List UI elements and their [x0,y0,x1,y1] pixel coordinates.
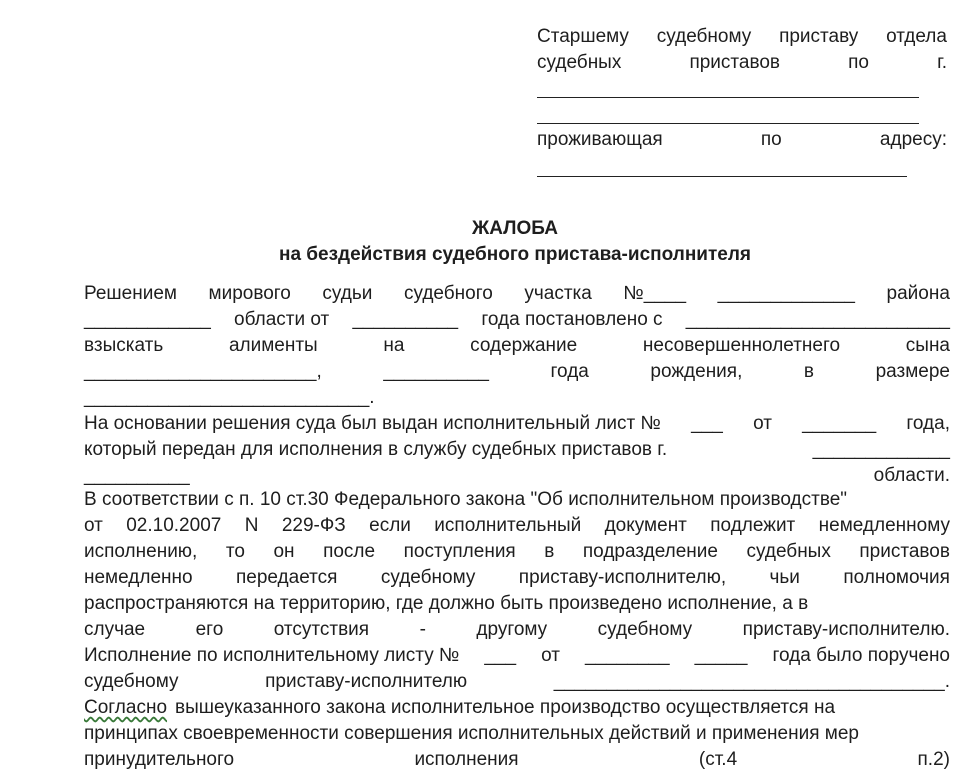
word: судебному [84,671,179,692]
blank-rule-3 [537,176,907,177]
word: _____________ [812,439,950,460]
word: сына [905,335,950,356]
word: __________ [383,361,489,382]
word: в [803,361,815,382]
word: исполнительный [434,515,582,536]
body-line-7 [84,437,950,463]
body-line-15 [84,643,950,669]
word: судебному [597,619,693,640]
word: по [848,52,869,73]
word: _____________________________________. [553,671,950,692]
word: _____ [694,645,748,666]
word: другому [476,619,548,640]
word: _______ [802,413,877,434]
document-title: ЖАЛОБА [472,218,558,239]
word: он [273,541,295,562]
body-line-4 [84,359,950,385]
word: судебному [380,567,476,588]
word: по [760,129,782,150]
word: г. [937,52,947,73]
word: отдела [886,26,947,47]
word: размере [875,361,950,382]
word: адресу: [879,129,947,150]
word: п.2) [917,749,950,770]
body-line-13 [84,591,950,617]
word: ___ [691,413,723,434]
body-line-1 [84,281,950,307]
word: отсутствия [273,619,370,640]
word: то [225,541,245,562]
word: полномочия [843,567,950,588]
word: года постановлено с [481,309,663,330]
addressee-line-3 [537,127,947,153]
word: приставу-исполнителю [265,671,468,692]
body-line-18 [84,721,950,747]
word: N [244,515,259,536]
addressee-line-1 [537,24,947,50]
word: 229-ФЗ [281,515,346,536]
word: (ст.4 [698,749,738,770]
word: года, [906,413,950,434]
word: судебных [746,541,831,562]
word: несовершеннолетнего [642,335,841,356]
word: принципах своевременности совершения исполнительных действий и применения мер [84,723,859,744]
word: __________ [84,465,190,486]
word: проживающая [537,129,663,150]
word: области. [873,465,950,486]
addressee-line-2 [537,50,947,76]
word: 02.10.2007 [126,515,222,536]
body-line-6 [84,411,950,437]
word: приставов [689,52,781,73]
word: распространяются на территорию, где должно быть произведено исполнение, а в [84,593,809,614]
word: области от [234,309,330,330]
body-line-3 [84,333,950,359]
word: его [195,619,224,640]
word: участка [524,283,592,304]
word: В соответствии с п. 10 ст.30 Федерального закона "Об исполнительном производстве" [84,489,848,510]
blank-rule-2 [537,123,919,124]
body-line-2 [84,307,950,333]
word: года [550,361,589,382]
word: содержание [470,335,578,356]
body-line-19 [84,747,950,773]
word: приставу-исполнителю, [518,567,727,588]
word: после [323,541,376,562]
body-line-8 [84,463,950,489]
word: ___ [484,645,517,666]
word: __________ [352,309,459,330]
word: алименты [228,335,318,356]
body-line-12 [84,565,950,591]
word: принудительного [84,749,235,770]
body-line-10 [84,513,950,539]
word: чьи [769,567,800,588]
body-line-9 [84,487,950,513]
word: подразделение [582,541,718,562]
body-line-17 [84,695,950,721]
word: судьи [322,283,373,304]
word: передается [235,567,338,588]
word: ______________________, [84,361,322,382]
word: немедленному [818,515,950,536]
word: немедленно [84,567,193,588]
body-line-5 [84,385,950,411]
body-line-16 [84,669,950,695]
word: на [383,335,405,356]
word: случае [84,619,146,640]
word: от [84,515,103,536]
word: _________________________ [685,309,950,330]
body-line-11 [84,539,950,565]
word: приставу-исполнителю. [742,619,950,640]
word: Старшему [537,26,629,47]
word: документ [604,515,687,536]
word: - [419,619,426,640]
document-subtitle: на бездействия судебного пристава-исполнителя [278,244,751,265]
word: поступления [403,541,516,562]
word: судебному [656,26,752,47]
word: подлежит [710,515,796,536]
word: в [544,541,555,562]
word: ____________ [84,309,211,330]
word: который передан для исполнения в службу судебных приставов г. [84,439,668,460]
word: рождения, [650,361,743,382]
word: мирового [208,283,291,304]
word: Согласно [84,697,168,718]
body-line-14 [84,617,950,643]
word: взыскать [84,335,164,356]
word: района [886,283,950,304]
word: Решением [84,283,177,304]
word: вышеуказанного закона исполнительное производство осуществляется на [175,697,836,718]
word: ___________________________. [84,387,375,408]
word: На основании решения суда был выдан исполнительный лист № [84,413,661,434]
word: исполнению, [84,541,198,562]
word: приставу [779,26,859,47]
blank-rule-1 [537,97,919,98]
word: _____________ [717,283,855,304]
word: Исполнение по исполнительному листу № [84,645,460,666]
word: приставов [859,541,950,562]
word: ________ [585,645,670,666]
word: от [753,413,772,434]
word: года было поручено [772,645,950,666]
word: судебного [403,283,493,304]
word: исполнения [414,749,519,770]
word: если [369,515,411,536]
word: от [541,645,560,666]
word: судебных [537,52,622,73]
word: №____ [623,283,687,304]
